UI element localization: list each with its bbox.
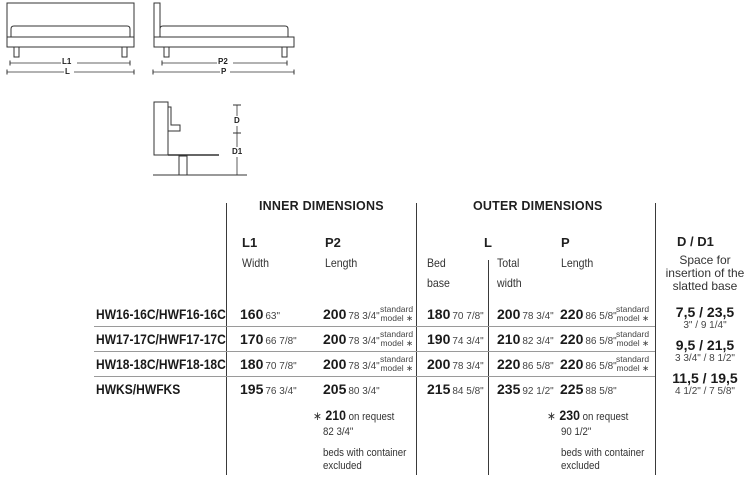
standard-model-note: standard model ∗ — [380, 354, 414, 373]
row-separator — [94, 376, 655, 377]
l1-column-code: L1 — [242, 235, 258, 250]
bed-base-desc-line1: Bed — [427, 256, 446, 270]
standard-model-note: standard model ∗ — [380, 304, 414, 323]
dd1-value: 7,5 / 23,5 3" / 9 1/4" — [675, 304, 735, 331]
inner-left-divider — [226, 203, 227, 475]
standard-model-note: standard model ∗ — [616, 329, 650, 348]
p2-value: 200 78 3/4" — [323, 331, 380, 347]
p2-value: 200 78 3/4" — [323, 356, 380, 372]
d1-dimension-label: D1 — [232, 147, 243, 156]
l-dimension-label: L — [65, 67, 70, 76]
bed-base-value: 190 74 3/4" — [427, 331, 484, 347]
total-width-value: 220 86 5/8" — [497, 356, 554, 372]
standard-model-note: standard model ∗ — [616, 354, 650, 373]
l1-value: 195 76 3/4" — [240, 381, 297, 397]
l1-value: 170 66 7/8" — [240, 331, 297, 347]
p-on-request-note: ∗ 230 on request — [547, 407, 629, 423]
p2-excluded-note: beds with container excluded — [323, 447, 407, 472]
p2-on-request-inches: 82 3/4" — [323, 426, 354, 438]
bed-base-value: 180 70 7/8" — [427, 306, 484, 322]
total-width-value: 210 82 3/4" — [497, 331, 554, 347]
bed-base-value: 200 78 3/4" — [427, 356, 484, 372]
outer-dimensions-title: OUTER DIMENSIONS — [473, 199, 603, 213]
bed-front-view-drawing — [0, 0, 140, 80]
p-column-desc: Length — [561, 256, 594, 270]
p-dimension-label: P — [221, 67, 227, 76]
row-separator — [94, 326, 655, 327]
p-value: 225 88 5/8" — [560, 381, 617, 397]
model-name: HW17-17C/HWF17-17C — [96, 331, 226, 347]
dd1-value: 11,5 / 19,5 4 1/2" / 7 5/8" — [672, 370, 738, 397]
model-name: HW16-16C/HWF16-16C — [96, 306, 226, 322]
l1-value: 160 63" — [240, 306, 281, 322]
l-split-divider — [488, 260, 489, 475]
p-excluded-note: beds with container excluded — [561, 447, 645, 472]
model-name: HWKS/HWFKS — [96, 381, 181, 397]
p2-value: 200 78 3/4" — [323, 306, 380, 322]
l1-value: 180 70 7/8" — [240, 356, 297, 372]
bed-base-value: 215 84 5/8" — [427, 381, 484, 397]
p-column-code: P — [561, 235, 570, 250]
p2-value: 205 80 3/4" — [323, 381, 380, 397]
p-value: 220 86 5/8" — [560, 306, 617, 322]
inner-dimensions-title: INNER DIMENSIONS — [259, 199, 384, 213]
row-separator — [94, 351, 655, 352]
standard-model-note: standard model ∗ — [616, 304, 650, 323]
p2-dimension-label: P2 — [218, 57, 228, 66]
bed-section-view-drawing — [140, 95, 270, 185]
d-dimension-label: D — [234, 116, 240, 125]
l-column-code: L — [484, 235, 492, 250]
p-value: 220 86 5/8" — [560, 331, 617, 347]
bed-base-desc-line2: base — [427, 276, 450, 290]
dd1-value: 9,5 / 21,5 3 3/4" / 8 1/2" — [675, 337, 735, 364]
p2-column-code: P2 — [325, 235, 341, 250]
l1-dimension-label: L1 — [62, 57, 72, 66]
total-width-value: 235 92 1/2" — [497, 381, 554, 397]
p-on-request-inches: 90 1/2" — [561, 426, 592, 438]
total-width-value: 200 78 3/4" — [497, 306, 554, 322]
p-value: 220 86 5/8" — [560, 356, 617, 372]
p2-on-request-note: ∗ 210 on request — [313, 407, 395, 423]
l1-column-desc: Width — [242, 256, 270, 270]
standard-model-note: standard model ∗ — [380, 329, 414, 348]
p2-column-desc: Length — [325, 256, 358, 270]
total-width-desc-line2: width — [497, 276, 522, 290]
dd1-column-desc: Space for insertion of the slatted base — [665, 253, 745, 293]
total-width-desc-line1: Total — [497, 256, 520, 270]
outer-left-divider — [416, 203, 417, 475]
model-name: HW18-18C/HWF18-18C — [96, 356, 226, 372]
dd1-column-code: D / D1 — [677, 234, 714, 249]
